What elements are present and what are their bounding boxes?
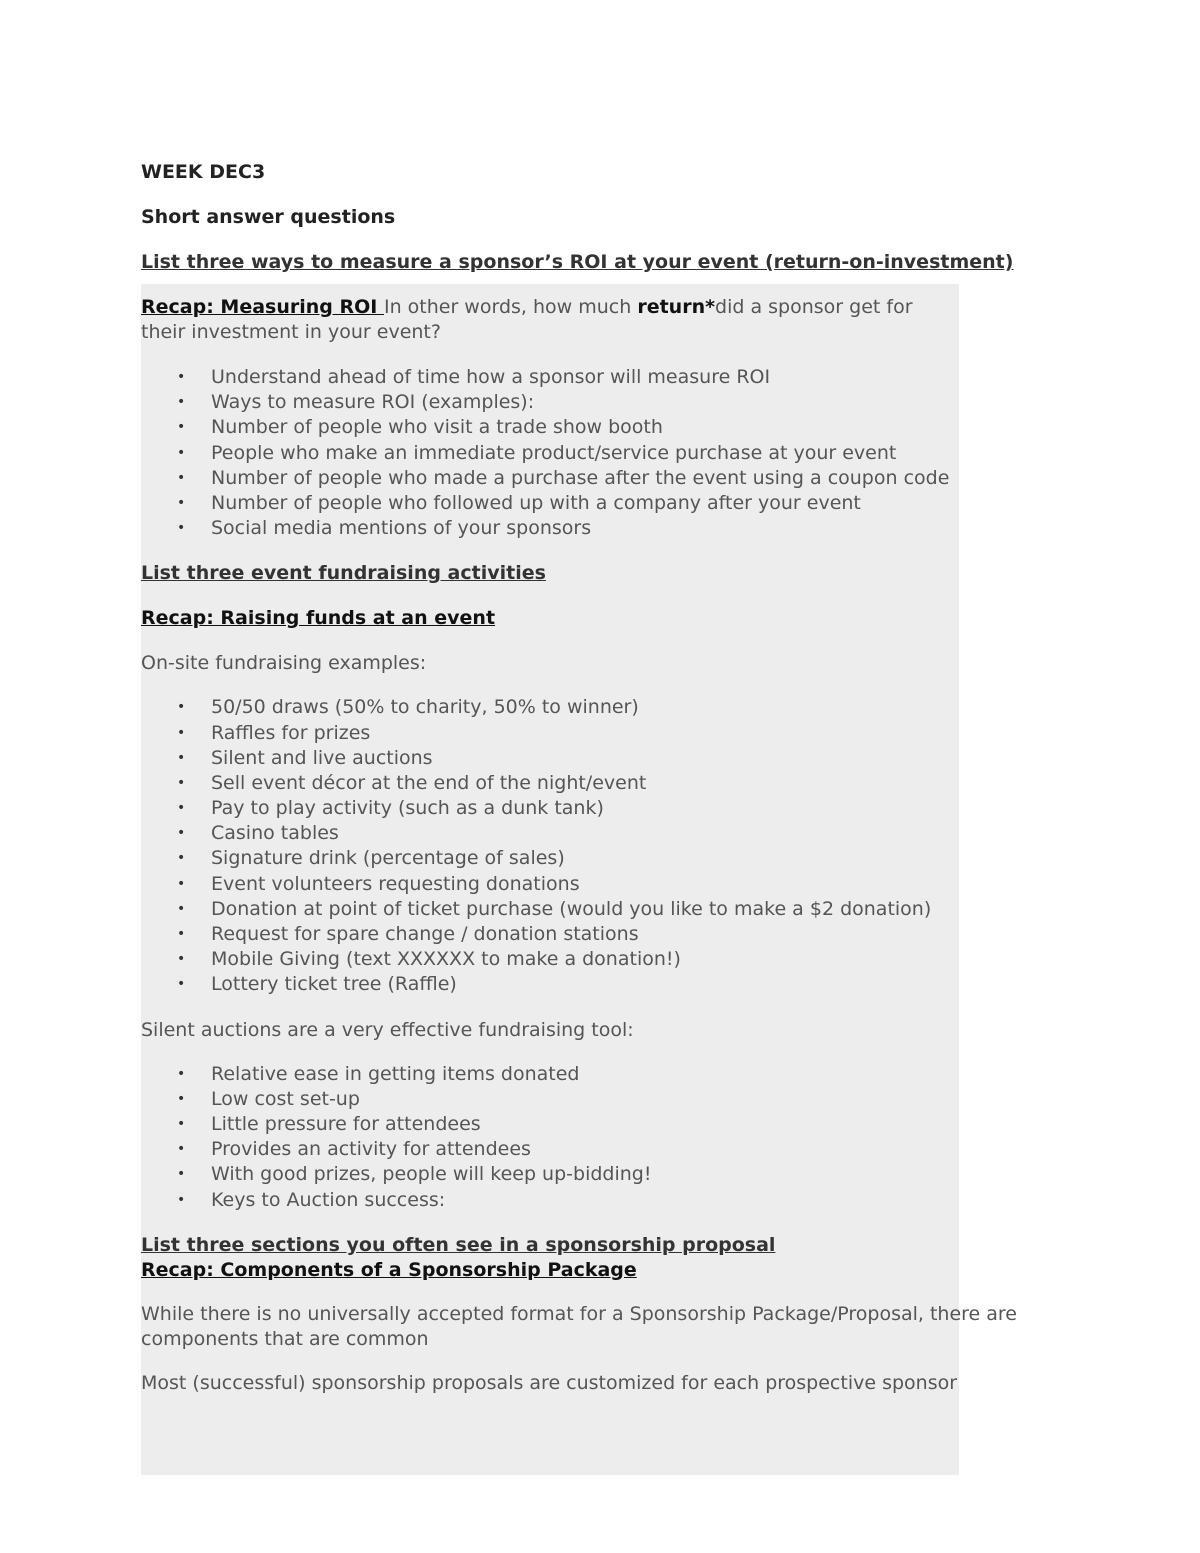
section-subtitle: Short answer questions	[141, 206, 396, 228]
list-item: • Lottery ticket tree (Raffle)	[177, 973, 457, 996]
list-item-text: Pay to play activity (such as a dunk tank)	[211, 797, 604, 820]
list-item: • Silent and live auctions	[177, 746, 433, 769]
list-item-text: Ways to measure ROI (examples):	[211, 391, 535, 414]
list-item: • Casino tables	[177, 822, 339, 845]
list-item: • Donation at point of ticket purchase (would you like to make a $2 donation)	[177, 897, 932, 920]
list-item: • Raffles for prizes	[177, 721, 371, 744]
list-item-text: Signature drink (percentage of sales)	[211, 847, 565, 870]
week-title: WEEK DEC3	[141, 161, 266, 183]
proposal-paragraph-1: While there is no universally accepted format for a Sponsorship Package/Proposal, there are components that are common	[141, 1302, 1017, 1350]
list-item: • Mobile Giving (text XXXXXX to make a donation!)	[177, 948, 681, 971]
list-item: • Low cost set-up	[177, 1087, 360, 1110]
question-proposal: List three sections you often see in a sponsorship proposal	[141, 1233, 776, 1256]
list-item: • 50/50 draws (50% to charity, 50% to winner)	[177, 696, 639, 719]
list-item-text: Provides an activity for attendees	[211, 1138, 531, 1161]
list-item: • Relative ease in getting items donated	[177, 1062, 580, 1085]
list-item: • Little pressure for attendees	[177, 1112, 481, 1135]
list-item-text: Event volunteers requesting donations	[211, 872, 580, 895]
list-item: • Number of people who followed up with a company after your event	[177, 491, 861, 514]
list-item-text: Little pressure for attendees	[211, 1112, 481, 1135]
list-item: • Sell event décor at the end of the night/event	[177, 771, 647, 794]
list-item-text: With good prizes, people will keep up-bidding!	[211, 1163, 652, 1186]
list-item-text: Donation at point of ticket purchase (would you like to make a $2 donation)	[211, 897, 932, 920]
list-item-text: Number of people who made a purchase after the event using a coupon code	[211, 466, 950, 489]
list-item: • Understand ahead of time how a sponsor will measure ROI	[177, 366, 771, 388]
list-item: • Keys to Auction success:	[177, 1188, 446, 1211]
list-item: • Ways to measure ROI (examples):	[177, 391, 535, 414]
list-item-text: 50/50 draws (50% to charity, 50% to winner)	[211, 696, 639, 719]
recap-fundraising-heading: Recap: Raising funds at an event	[141, 607, 496, 630]
list-item: • With good prizes, people will keep up-bidding!	[177, 1163, 652, 1186]
list-item-text: Request for spare change / donation stations	[211, 923, 639, 945]
list-item-text: Social media mentions of your sponsors	[211, 517, 592, 540]
document-page	[141, 160, 1101, 1415]
list-item: • Number of people who visit a trade show booth	[177, 416, 663, 439]
list-item-text: Mobile Giving (text XXXXXX to make a donation!)	[211, 948, 681, 971]
list-item-text: Keys to Auction success:	[211, 1188, 446, 1211]
list-item-text: Lottery ticket tree (Raffle)	[211, 973, 457, 996]
fundraising-intro: On-site fundraising examples:	[141, 652, 427, 675]
list-item: • Signature drink (percentage of sales)	[177, 847, 565, 870]
list-item-text: Silent and live auctions	[211, 746, 433, 769]
list-item: • Request for spare change / donation stations	[177, 923, 639, 945]
list-item-text: Number of people who visit a trade show booth	[211, 416, 663, 439]
recap-proposal-heading: Recap: Components of a Sponsorship Package	[141, 1258, 637, 1281]
list-item: • Pay to play activity (such as a dunk tank)	[177, 797, 604, 820]
list-item: • People who make an immediate product/service purchase at your event	[177, 441, 897, 464]
roi-list	[141, 365, 1101, 541]
list-item-text: Raffles for prizes	[211, 721, 371, 744]
list-item-text: Relative ease in getting items donated	[211, 1062, 580, 1085]
recap-roi-text-1: In other words, how much	[383, 296, 638, 318]
recap-roi-heading: Recap: Measuring ROI	[141, 296, 384, 318]
list-item-text: Casino tables	[211, 822, 339, 845]
auction-list	[141, 1062, 1101, 1213]
proposal-paragraph-2: Most (successful) sponsorship proposals are customized for each prospective sponsor	[141, 1371, 958, 1394]
list-item: • Provides an activity for attendees	[177, 1138, 531, 1161]
list-item-text: Number of people who followed up with a company after your event	[211, 491, 861, 514]
question-fundraising: List three event fundraising activities	[141, 562, 546, 585]
list-item-text: People who make an immediate product/service purchase at your event	[211, 441, 897, 464]
list-item-text: Sell event décor at the end of the night/event	[211, 771, 647, 794]
recap-roi-bold: return*	[637, 296, 716, 318]
question-roi: List three ways to measure a sponsor’s ROI at your event (return-on-investment)	[141, 251, 1014, 273]
list-item-text: Understand ahead of time how a sponsor will measure ROI	[211, 366, 771, 388]
fundraising-list	[141, 695, 1101, 997]
auction-intro: Silent auctions are a very effective fundraising tool:	[141, 1018, 634, 1041]
list-item-text: Low cost set-up	[211, 1087, 360, 1110]
list-item: • Event volunteers requesting donations	[177, 872, 580, 895]
recap-roi-paragraph	[141, 295, 959, 345]
recap-roi-text-2: did a sponsor get for their investment in your event?	[141, 296, 913, 343]
list-item: • Social media mentions of your sponsors	[177, 517, 592, 540]
list-item: • Number of people who made a purchase after the event using a coupon code	[177, 466, 950, 489]
